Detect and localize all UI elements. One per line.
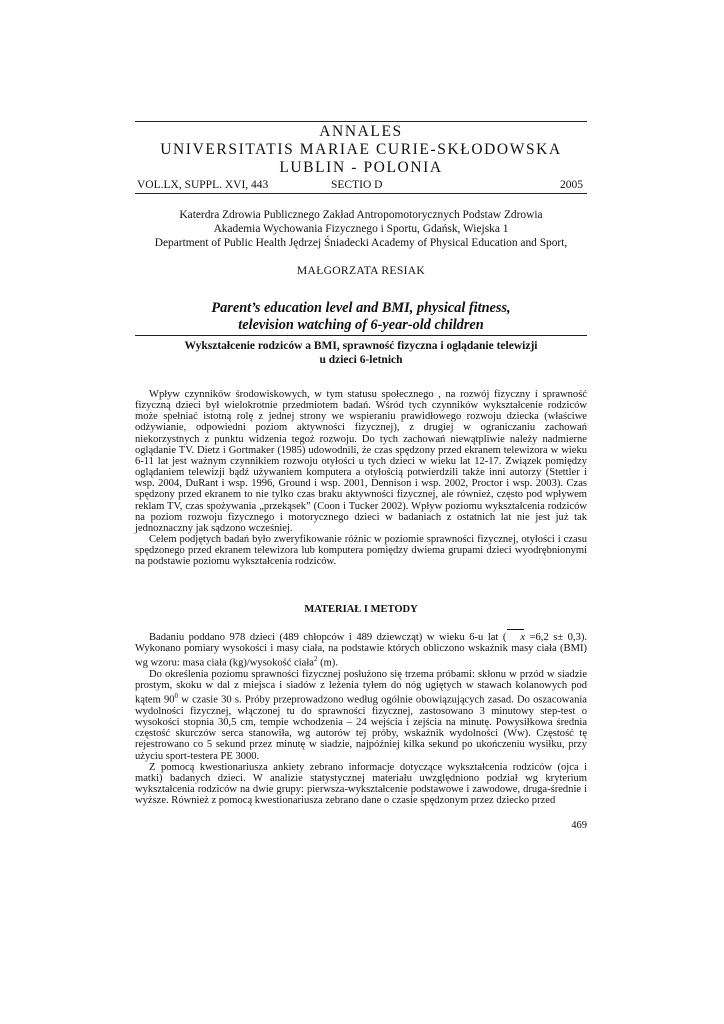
methods-paragraph-2 bbox=[135, 669, 587, 762]
journal-name-line3: LUBLIN - POLONIA bbox=[279, 159, 443, 176]
intro-paragraph-2: Celem podjętych badań było zweryfikowanie różnic w poziomie sprawności fizycznej, otyłości i czasu spędzonego przed ekranem telewizora lub komputera pomiędzy dwiema grupami dzieci wyodrębnionymi na podstawie poziomu wykształcenia rodziców. bbox=[135, 534, 587, 568]
methods-p1-text-b: =6,2 s bbox=[525, 632, 558, 643]
methods-heading: MATERIAŁ I METODY bbox=[304, 604, 418, 615]
affiliation-line3: Department of Public Health Jędrzej Śniadecki Academy of Physical Education and Sport, bbox=[154, 237, 568, 249]
header-bottom-rule bbox=[135, 193, 587, 194]
title-rule bbox=[135, 335, 587, 336]
introduction bbox=[135, 389, 587, 568]
methods-section bbox=[135, 632, 587, 806]
year-info: 2005 bbox=[560, 179, 583, 191]
journal-name-line2: UNIVERSITATIS MARIAE CURIE-SKŁODOWSKA bbox=[160, 141, 562, 158]
page-number: 469 bbox=[571, 820, 587, 831]
methods-p2-text-b: w czasie 30 s. Próby przeprowadzono według ogólnie obowiązujących zasad. Do oszacowania wydolności fizycznej, włączonej tu do sprawności fizycznej, zastosowano 3 minutowy step-test o wysokości stopnia 30,5 cm, tempie wchodzenia – 24 wejścia i zejścia na minutę. Powysiłkowa średnia częstość skurczów serca stanowiła, wg autorów tej próby, wskaźnik wydolności (Ww). Częstość tę rejestrowano co 5 sekund przez minutę w siadzie, najpóźniej kilka sekund po ukończeniu wysiłku, przy użyciu sport-testera PE 3000. bbox=[135, 694, 587, 762]
title-pl-line1: Wykształcenie rodziców a BMI, sprawność fizyczna i oglądanie telewizji bbox=[184, 340, 538, 352]
methods-p1-text-c: 0,3). Wykonano pomiary wysokości i masy ciała, na podstawie których obliczono wskaźnik masy ciała (BMI) wg wzoru: masa ciała (kg)/wysokość ciała bbox=[135, 632, 587, 669]
methods-paragraph-1 bbox=[135, 632, 587, 669]
volume-info: VOL.LX, SUPPL. XVI, 443 bbox=[137, 179, 269, 191]
title-pl-line2: u dzieci 6-letnich bbox=[319, 354, 403, 366]
squared-superscript: 2 bbox=[313, 655, 318, 664]
mean-symbol: x bbox=[506, 632, 525, 643]
methods-p1-text-a: Badaniu poddano 978 dzieci (489 chłopców i 489 dziewcząt) w wieku 6-u lat ( bbox=[149, 632, 507, 643]
affiliation-line1: Katerdra Zdrowia Publicznego Zakład Antropomotorycznych Podstaw Zdrowia bbox=[179, 209, 543, 221]
affiliation-line2: Akademia Wychowania Fizycznego i Sportu, Gdańsk, Wiejska 1 bbox=[213, 223, 509, 235]
journal-name-line1: ANNALES bbox=[319, 123, 403, 140]
methods-paragraph-3: Z pomocą kwestionariusza ankiety zebrano informacje dotyczące wykształcenia rodziców (ojca i matki) badanych dzieci. W analizie statystycznej materiału uwzględniono podział wg kryterium wykształcenia rodziców na dwie grupy: pierwsza-wykształcenie podstawowe i zawodowe, druga-średnie i wyższe. Również z pomocą kwestionariusza zebrano dane o czasie spędzonym przez dziecko przed bbox=[135, 761, 587, 807]
methods-p2-text-a: Do określenia poziomu sprawności fizycznej posłużono się trzema próbami: skłonu w przód w siadzie prostym, skoku w dal z miejsca i siadów z leżenia tyłem do nóg ugiętych w stawach kolanowych pod kątem 90 bbox=[135, 668, 587, 706]
intro-paragraph-1: Wpływ czynników środowiskowych, w tym statusu społecznego , na rozwój fizyczny i sprawność fizyczną dzieci był wielokrotnie przedmiotem badań. Wśród tych czynników wykształcenie rodziców może spełniać istotną rolę z jednej strony we wspieraniu prawidłowego rozwoju dziecka (właściwe odżywianie, odpowiedni poziom aktywności fizycznej), z drugiej w ograniczaniu zachowań niekorzystnych z punktu widzenia tegoż rozwoju. Do tych zachowań niewątpliwie należy nadmierne oglądanie TV. Dietz i Gortmaker (1985) udowodnili, że czas spędzony przed ekranem telewizora w wieku 6-11 lat jest ważnym czynnikiem rozwoju otyłości u tych dzieci w wieku lat 12-17. Związek pomiędzy oglądaniem telewizji bądź używaniem komputera a otyłością potwierdzili także inni autorzy (Stettler i wsp. 2004, DuRant i wsp. 1996, Ground i wsp. 2001, Dennison i wsp. 2002, Proctor i wsp. 2003). Czas spędzony przed ekranem to nie tylko czas braku aktywności fizycznej, ale również, często pod wpływem reklam TV, czas spożywania „przekąsek” (Coon i Tucker 2002). Wpływ poziomu wykształcenia rodziców na poziom rozwoju fizycznego i motorycznego dzieci w badaniach z ostatnich lat nie jest już tak jednoznaczny jak sądzono wcześniej. bbox=[135, 389, 587, 534]
degree-superscript: 0 bbox=[174, 692, 179, 701]
plus-minus-symbol: ± bbox=[557, 632, 564, 643]
section-info: SECTIO D bbox=[331, 179, 383, 191]
title-en-line2: television watching of 6-year-old children bbox=[238, 317, 484, 333]
title-en-line1: Parent’s education level and BMI, physical fitness, bbox=[211, 300, 511, 316]
methods-p1-text-d: (m). bbox=[317, 657, 338, 669]
issue-meta bbox=[135, 179, 587, 193]
author-name: MAŁGORZATA RESIAK bbox=[296, 264, 426, 277]
header-top-rule bbox=[135, 121, 587, 122]
